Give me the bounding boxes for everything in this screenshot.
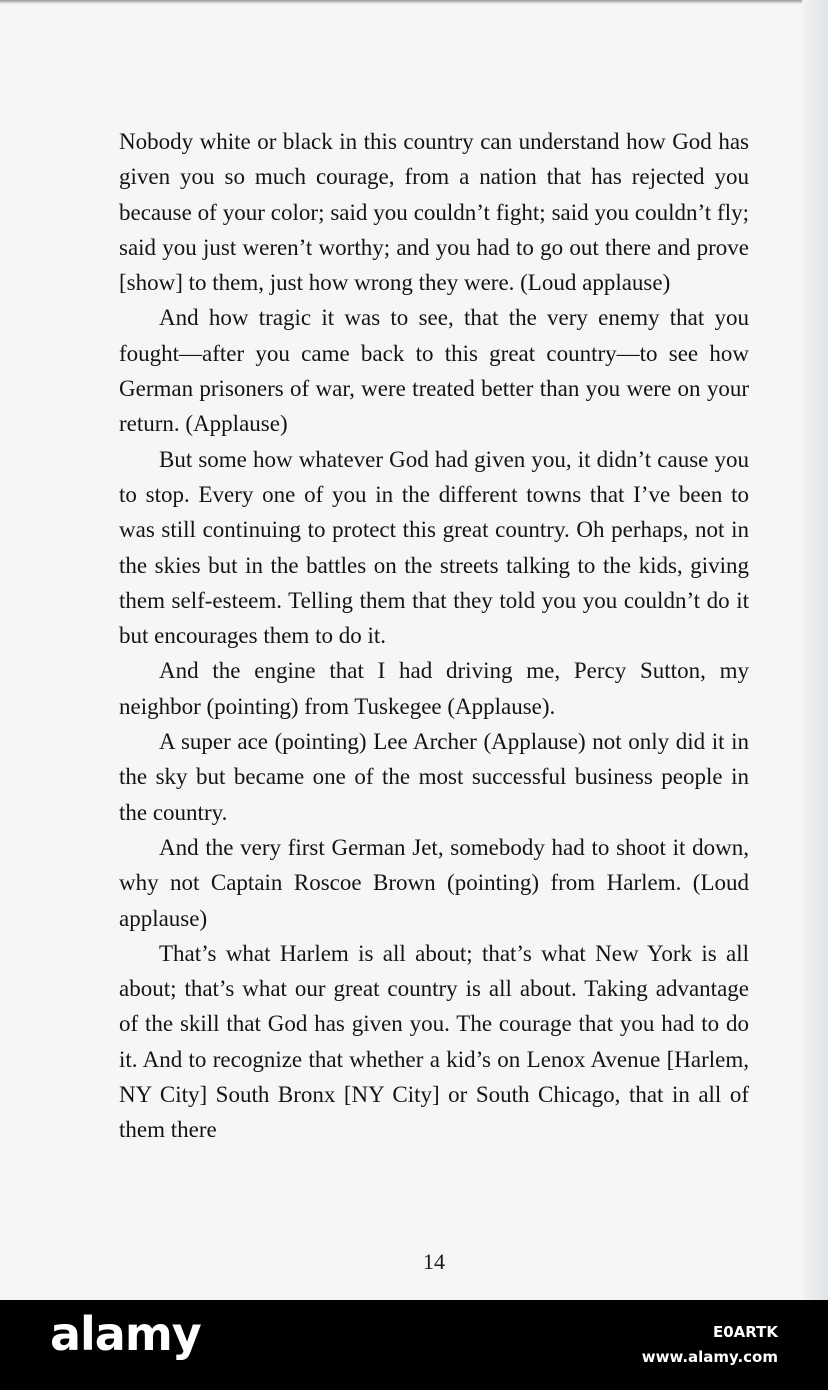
paragraph-5: A super ace (pointing) Lee Archer (Applause) not only did it in the sky but became one of the most successful business people in the country. xyxy=(119,729,749,825)
paragraph-4: And the engine that I had driving me, Percy Sutton, my neighbor (pointing) from Tuskegee (Applause). xyxy=(119,658,749,719)
body-text xyxy=(119,124,749,1148)
paragraph-3: But some how whatever God had given you, it didn’t cause you to stop. Every one of you in the different towns that I’ve been to was still continuing to protect this great country. Oh perhaps, not in the skies but in the battles on the streets talking to the kids, giving them self-esteem. Telling them that they told you you couldn’t do it but encourages them to do it. xyxy=(119,446,749,649)
paragraph-7: That’s what Harlem is all about; that’s what New York is all about; that’s what our great country is all about. Taking advantage of the skill that God has given you. The courage that you had to do it. And to recognize that whether a kid’s on Lenox Avenue [Harlem, NY City] South Bronx [NY City] or South Chicago, that in all of them there xyxy=(119,940,749,1143)
page-top-edge xyxy=(0,0,828,4)
paragraph-2: And how tragic it was to see, that the very enemy that you fought—after you came back to this great country—to see how German prisoners of war, were treated better than you were on your return. (Applause) xyxy=(119,305,749,437)
page-number: 14 xyxy=(423,1249,445,1274)
site-url-label: www.alamy.com xyxy=(641,1348,778,1366)
image-id-label: E0ARTK xyxy=(712,1323,778,1341)
page-right-edge xyxy=(802,0,828,1300)
alamy-logo: alamy xyxy=(50,1307,201,1361)
paragraph-6: And the very first German Jet, somebody had to shoot it down, why not Captain Roscoe Brown (pointing) from Harlem. (Loud applause) xyxy=(119,834,749,931)
paragraph-1: Nobody white or black in this country can understand how God has given you so much courage, from a nation that has rejected you because of your color; said you couldn’t fight; said you couldn’t fly; said you just weren’t worthy; and you had to go out there and prove [show] to them, just how wrong they were. (Loud applause) xyxy=(119,129,749,296)
